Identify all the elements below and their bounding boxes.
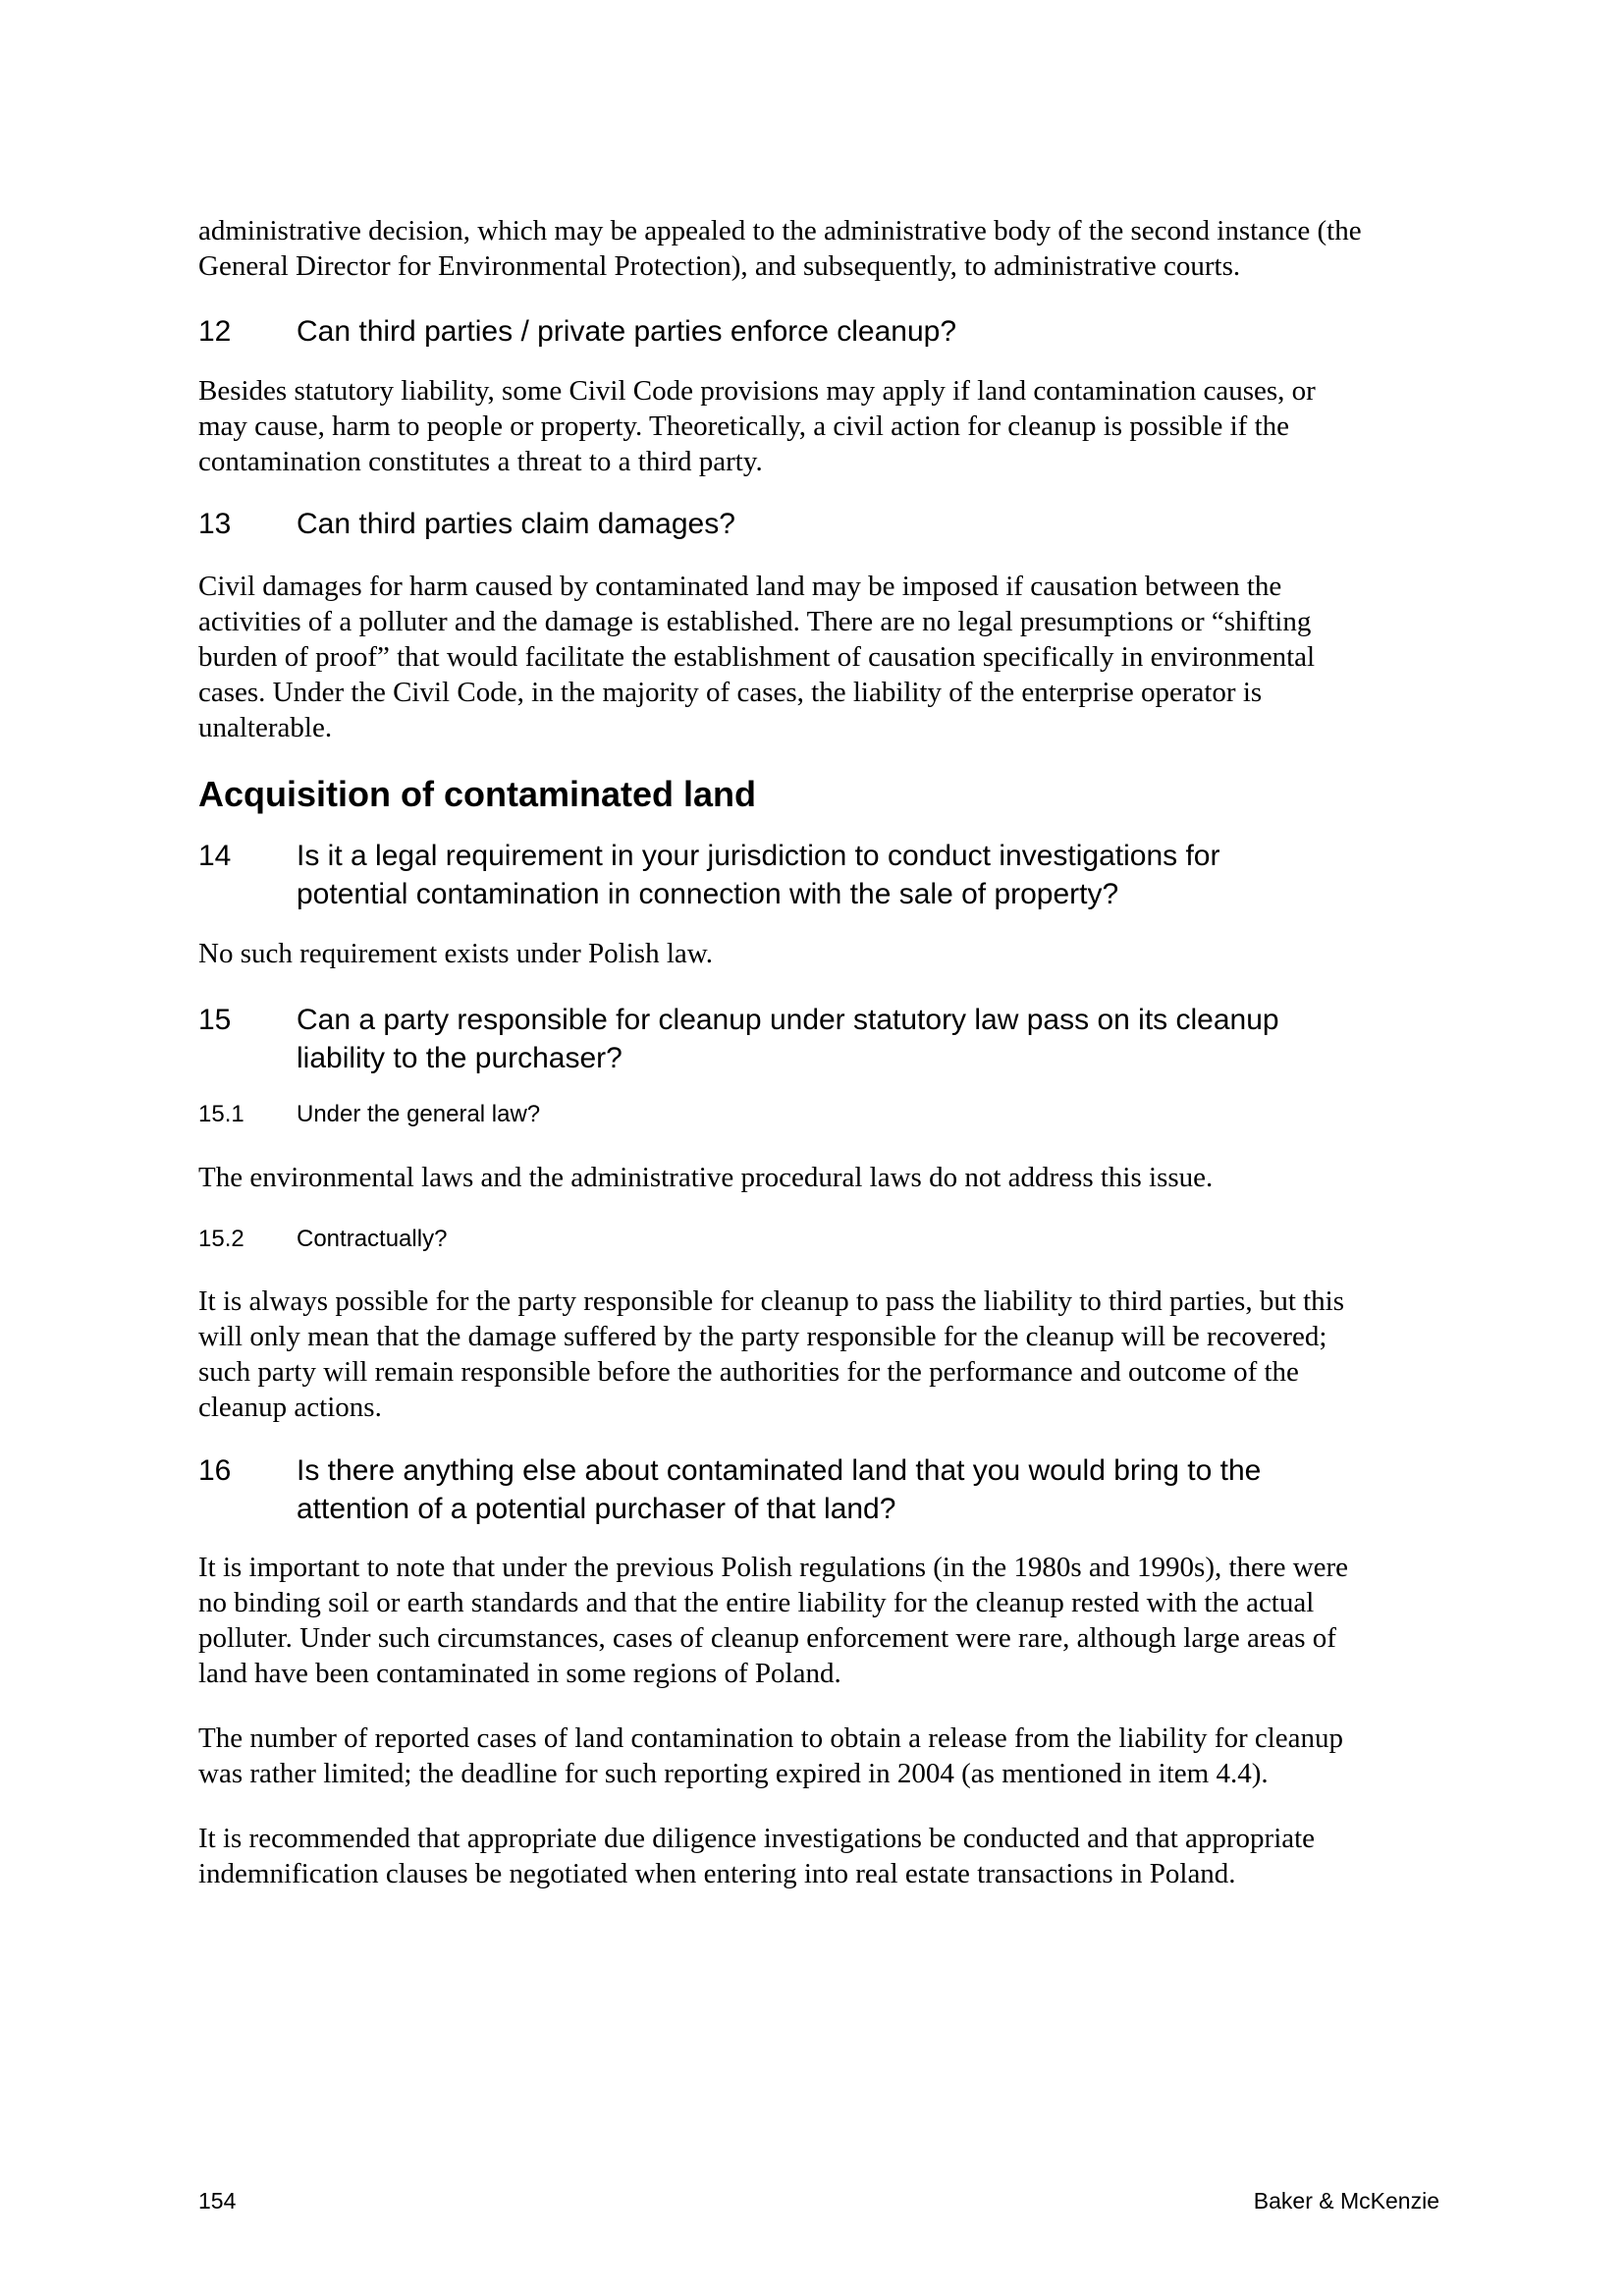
- text-line: administrative decision, which may be appealed to the administrative body of the second instance (the: [198, 215, 1362, 246]
- text-line: The number of reported cases of land contamination to obtain a release from the liability for cleanup: [198, 1722, 1344, 1754]
- text-line: cases. Under the Civil Code, in the majority of cases, the liability of the enterprise operator is: [198, 677, 1263, 708]
- text-line: no binding soil or earth standards and that the entire liability for the cleanup rested with the actual: [198, 1587, 1315, 1618]
- text-line: burden of proof” that would facilitate the establishment of causation specifically in environmental: [198, 641, 1316, 673]
- heading-text: Can third parties / private parties enforce cleanup?: [297, 315, 957, 348]
- text-line: It is always possible for the party responsible for cleanup to pass the liability to third parties, but this: [198, 1285, 1345, 1317]
- text-line: contamination constitutes a threat to a third party.: [198, 446, 763, 477]
- heading-text: attention of a potential purchaser of that land?: [297, 1493, 896, 1525]
- heading-text: potential contamination in connection with the sale of property?: [297, 878, 1119, 910]
- paragraph-q16-b: [198, 1721, 1343, 1791]
- text-line: Besides statutory liability, some Civil Code provisions may apply if land contamination causes, or: [198, 375, 1316, 407]
- section-title: Acquisition of contaminated land: [198, 774, 757, 814]
- text-line: will only mean that the damage suffered by the party responsible for the cleanup will be recovered;: [198, 1321, 1327, 1352]
- heading-number: 14: [198, 840, 232, 872]
- paragraph-q14: [198, 936, 713, 971]
- text-line: land have been contaminated in some regions of Poland.: [198, 1658, 841, 1689]
- text-line: indemnification clauses be negotiated when entering into real estate transactions in Poland.: [198, 1858, 1236, 1889]
- text-line: The environmental laws and the administrative procedural laws do not address this issue.: [198, 1162, 1214, 1193]
- text-line: polluter. Under such circumstances, cases of cleanup enforcement were rare, although large areas of: [198, 1622, 1336, 1654]
- paragraph-q16-c: [198, 1821, 1315, 1891]
- heading-text: Is there anything else about contaminated land that you would bring to the: [297, 1454, 1262, 1487]
- text-line: General Director for Environmental Protection), and subsequently, to administrative courts.: [198, 250, 1241, 282]
- paragraph-q13: [198, 569, 1315, 745]
- heading-number: 12: [198, 315, 232, 348]
- text-line: It is important to note that under the previous Polish regulations (in the 1980s and 1990s), there were: [198, 1552, 1349, 1583]
- text-line: unalterable.: [198, 712, 333, 743]
- heading-number: 13: [198, 508, 232, 540]
- heading-text: Under the general law?: [297, 1101, 541, 1127]
- text-line: Civil damages for harm caused by contaminated land may be imposed if causation between the: [198, 571, 1282, 602]
- footer-firm-name: Baker & McKenzie: [1253, 2188, 1439, 2214]
- text-line: No such requirement exists under Polish law.: [198, 938, 714, 969]
- heading-text: Can third parties claim damages?: [297, 508, 735, 540]
- heading-text: Is it a legal requirement in your jurisdiction to conduct investigations for: [297, 840, 1220, 872]
- heading-text: liability to the purchaser?: [297, 1042, 623, 1074]
- paragraph-q12: [198, 373, 1316, 479]
- heading-number: 15.2: [198, 1226, 244, 1252]
- heading-number: 15.1: [198, 1101, 244, 1127]
- paragraph-intro: [198, 213, 1362, 284]
- heading-text: Can a party responsible for cleanup under statutory law pass on its cleanup: [297, 1004, 1279, 1036]
- heading-number: 16: [198, 1454, 232, 1487]
- paragraph-q15-1: [198, 1160, 1213, 1195]
- text-line: cleanup actions.: [198, 1392, 382, 1423]
- paragraph-q16-a: [198, 1550, 1348, 1691]
- heading-number: 15: [198, 1004, 232, 1036]
- paragraph-q15-2: [198, 1284, 1344, 1425]
- heading-text: Contractually?: [297, 1226, 448, 1252]
- text-line: activities of a polluter and the damage is established. There are no legal presumptions or “shifting: [198, 606, 1312, 637]
- text-line: It is recommended that appropriate due diligence investigations be conducted and that appropriate: [198, 1823, 1316, 1854]
- text-line: such party will remain responsible before the authorities for the performance and outcome of the: [198, 1356, 1299, 1388]
- text-line: was rather limited; the deadline for such reporting expired in 2004 (as mentioned in item 4.4).: [198, 1758, 1269, 1789]
- text-line: may cause, harm to people or property. Theoretically, a civil action for cleanup is possible if the: [198, 410, 1290, 442]
- page-number: 154: [198, 2188, 237, 2214]
